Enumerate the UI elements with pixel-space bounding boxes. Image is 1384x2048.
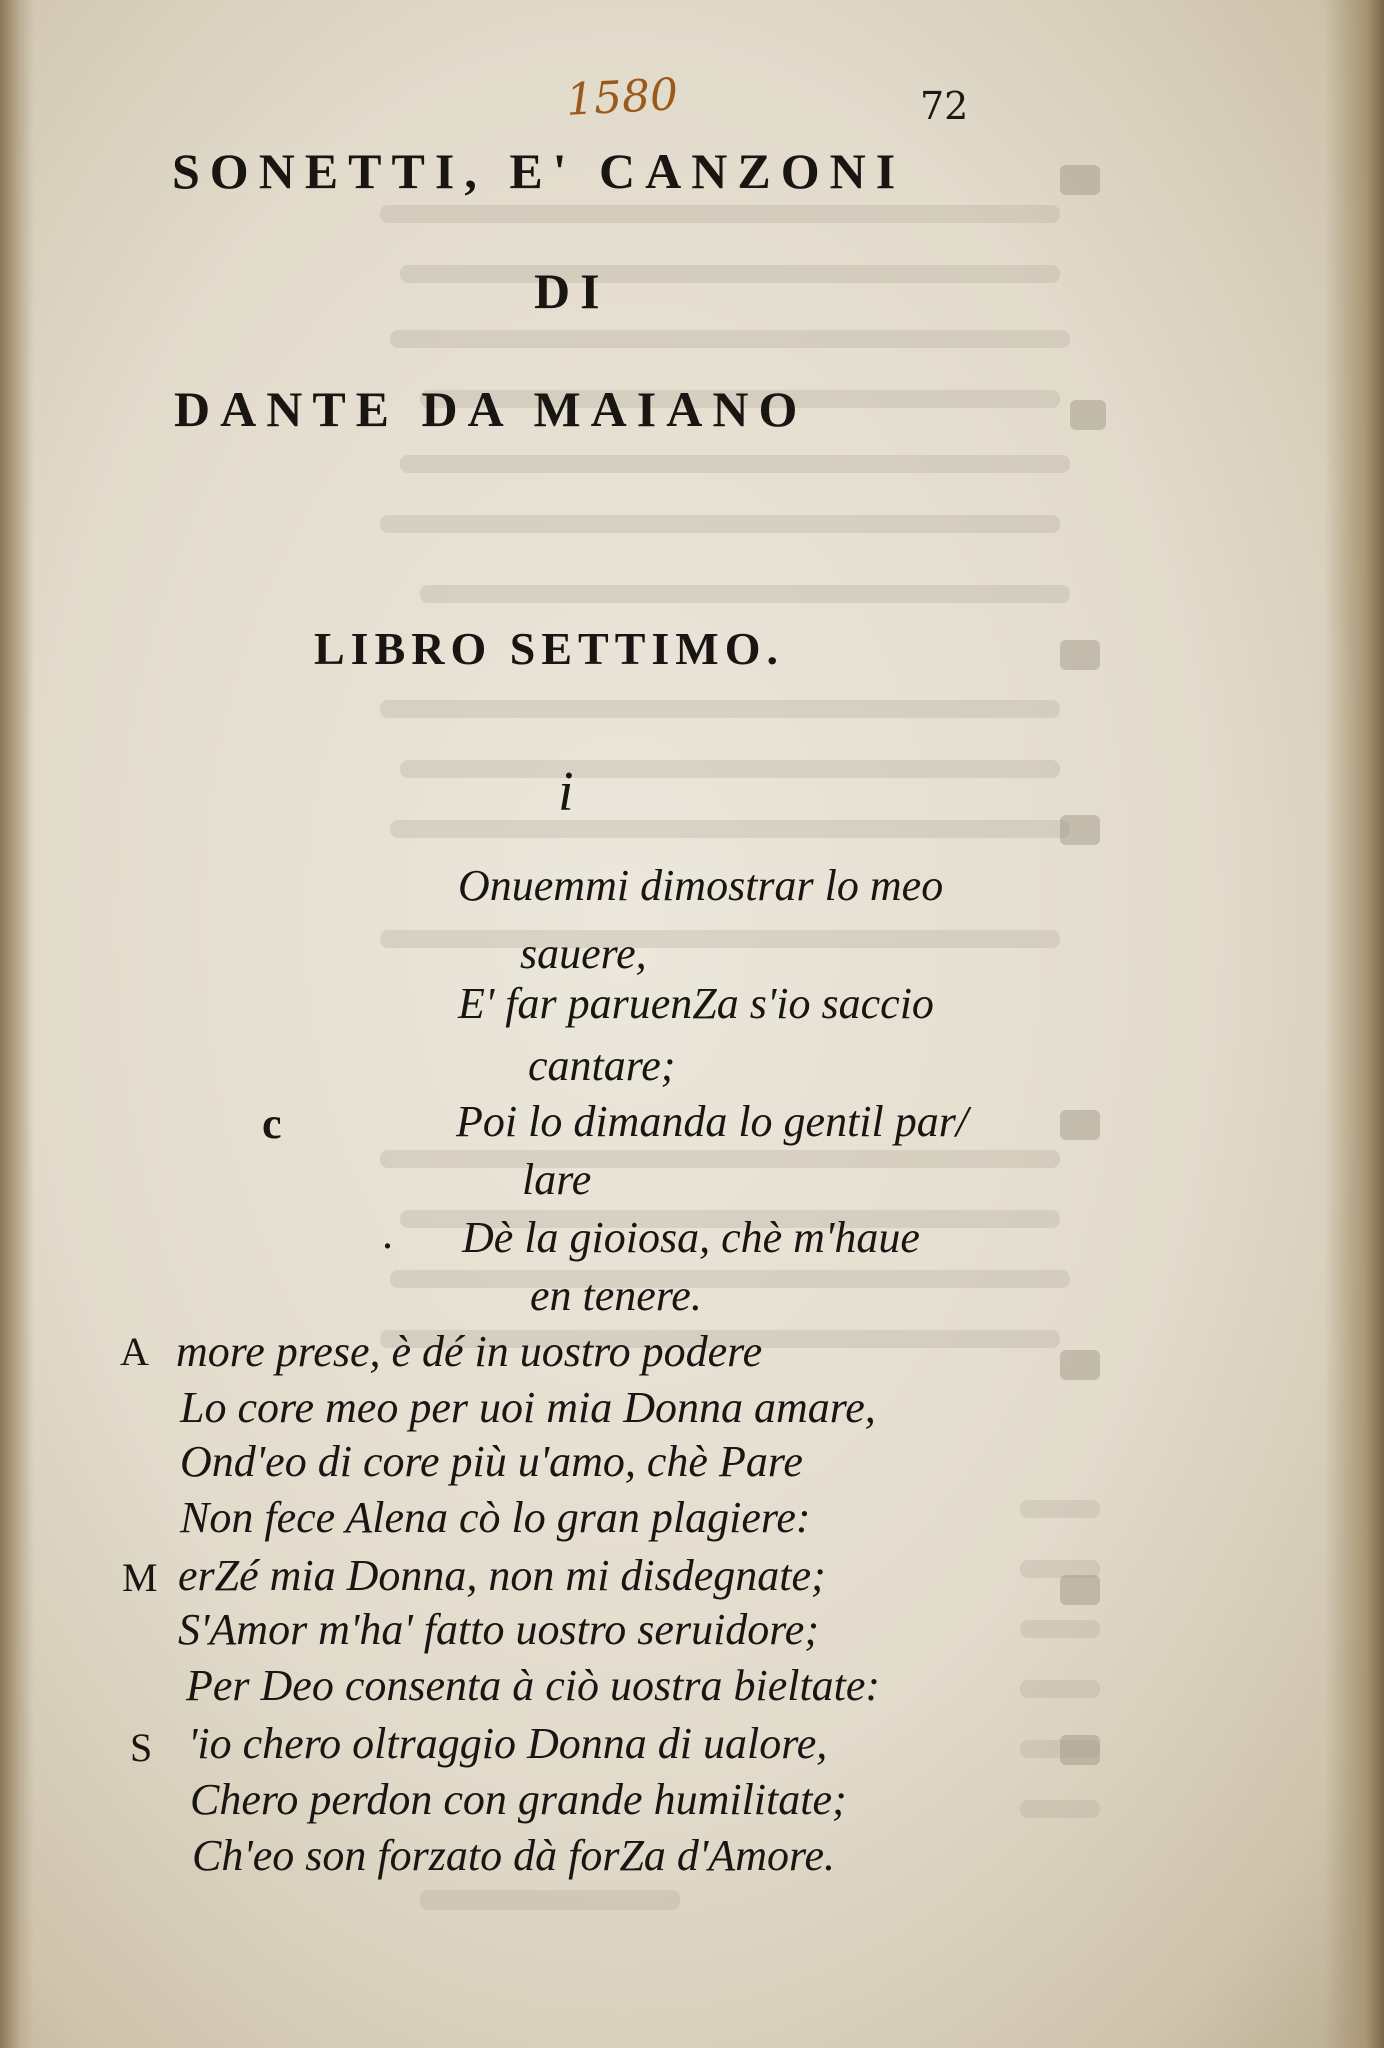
stanza2-line-8: 'io chero oltraggio Donna di ualore, — [188, 1719, 828, 1768]
stanza1-line-4: cantare; — [528, 1041, 676, 1090]
page-edge-shadow — [1324, 0, 1384, 2048]
stanza2-line-6: S'Amor m'ha' fatto uostro seruidore; — [178, 1605, 819, 1654]
stanza2-line-7: Per Deo consenta à ciò uostra bieltate: — [186, 1661, 881, 1710]
ornament-mark: i — [558, 761, 574, 823]
book-heading: LIBRO SETTIMO. — [314, 623, 784, 674]
binding-gutter — [0, 0, 34, 2048]
stanza2-line-2: Lo core meo per uoi mia Donna amare, — [180, 1383, 876, 1432]
stanza2-line-4: Non fece Alena cò lo gran plagiere: — [180, 1493, 811, 1542]
stanza2-line-3: Ond'eo di core più u'amo, chè Pare — [180, 1437, 803, 1486]
stanza1-line-8: en tenere. — [530, 1271, 702, 1320]
stanza2-line-5: erZé mia Donna, non mi disdegnate; — [178, 1551, 826, 1600]
initial-s: S — [130, 1725, 153, 1770]
side-dot: . — [382, 1209, 393, 1258]
stanza1-line-5: Poi lo dimanda lo gentil par/ — [456, 1097, 969, 1146]
stanza1-line-2: sauere, — [520, 929, 647, 978]
stanza1-line-1: Onuemmi dimostrar lo meo — [458, 861, 944, 910]
stanza2-line-10: Ch'eo son forzato dà forZa d'Amore. — [192, 1831, 836, 1880]
stanza1-line-7: Dè la gioiosa, chè m'haue — [462, 1213, 920, 1262]
stanza1-line-3: E' far paruenZa s'io saccio — [458, 979, 934, 1028]
handwritten-year-note: 1580 — [564, 69, 680, 126]
initial-a: A — [120, 1329, 149, 1374]
initial-m: M — [122, 1555, 158, 1600]
title-line-2: DI — [534, 263, 610, 319]
stanza2-line-1: more prese, è dé in uostro podere — [176, 1327, 763, 1376]
stanza2-line-9: Chero perdon con grande humilitate; — [190, 1775, 847, 1824]
title-line-3: DANTE DA MAIANO — [174, 381, 808, 437]
stanza1-line-6: lare — [522, 1155, 592, 1204]
title-line-1: SONETTI, E' CANZONI — [172, 143, 906, 199]
page-number: 72 — [920, 84, 969, 128]
side-mark: c — [262, 1099, 282, 1148]
